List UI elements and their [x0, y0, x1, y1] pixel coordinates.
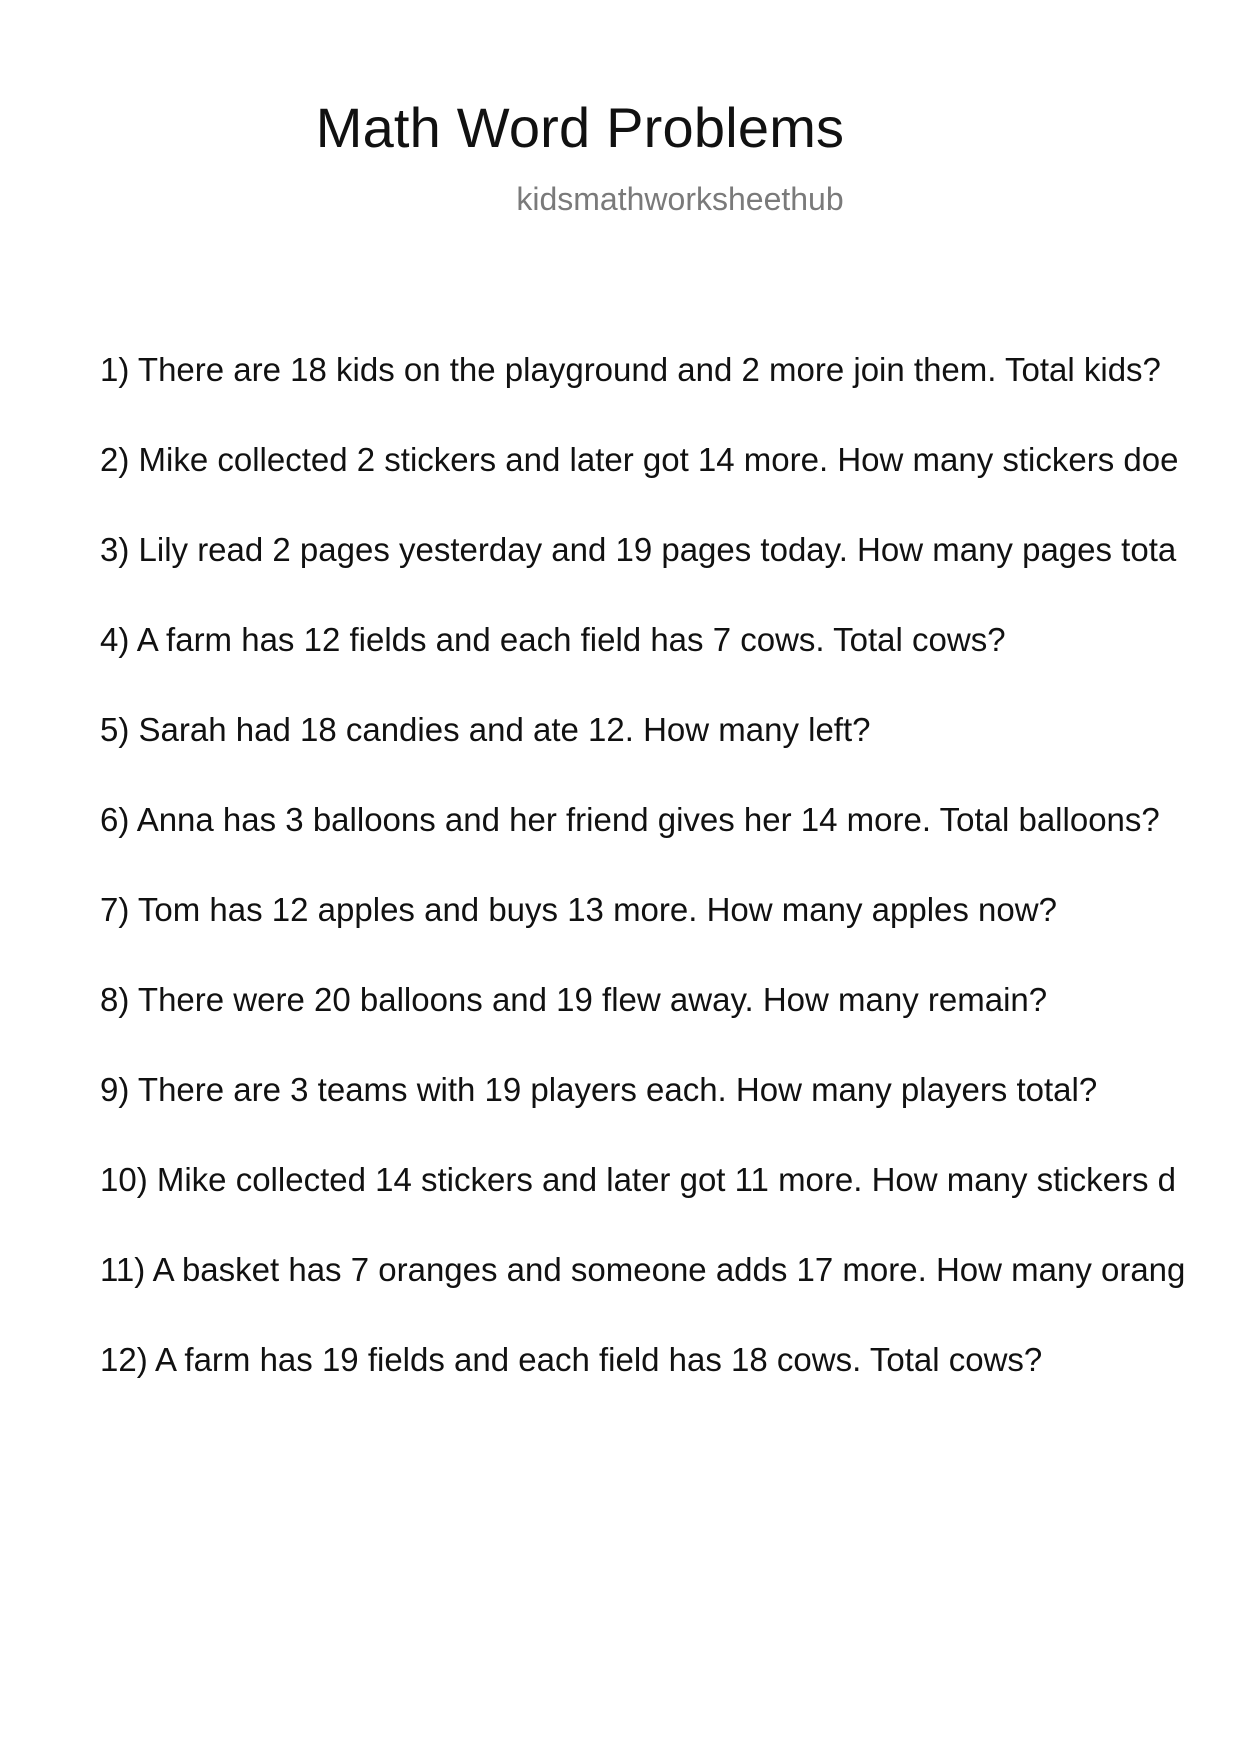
problem-item: 5) Sarah had 18 candies and ate 12. How many left?	[100, 711, 871, 748]
problem-item: 4) A farm has 12 fields and each field has 7 cows. Total cows?	[100, 621, 1006, 658]
problem-item: 1) There are 18 kids on the playground and 2 more join them. Total kids?	[100, 351, 1161, 388]
problem-item: 12) A farm has 19 fields and each field has 18 cows. Total cows?	[100, 1341, 1043, 1378]
worksheet-title: Math Word Problems	[315, 96, 845, 159]
problem-item: 8) There were 20 balloons and 19 flew away. How many remain?	[100, 981, 1048, 1018]
worksheet-subtitle: kidsmathworksheethub	[516, 181, 844, 217]
problem-list	[100, 346, 1240, 1426]
problem-item: 3) Lily read 2 pages yesterday and 19 pages today. How many pages tota	[100, 531, 1177, 568]
problem-item: 7) Tom has 12 apples and buys 13 more. How many apples now?	[100, 891, 1057, 928]
problem-item: 9) There are 3 teams with 19 players each. How many players total?	[100, 1071, 1098, 1108]
problem-item: 2) Mike collected 2 stickers and later got 14 more. How many stickers doe	[100, 441, 1179, 478]
problem-item: 10) Mike collected 14 stickers and later got 11 more. How many stickers d	[100, 1161, 1176, 1198]
problem-item: 11) A basket has 7 oranges and someone adds 17 more. How many orang	[100, 1251, 1186, 1288]
problem-item: 6) Anna has 3 balloons and her friend gives her 14 more. Total balloons?	[100, 801, 1160, 838]
